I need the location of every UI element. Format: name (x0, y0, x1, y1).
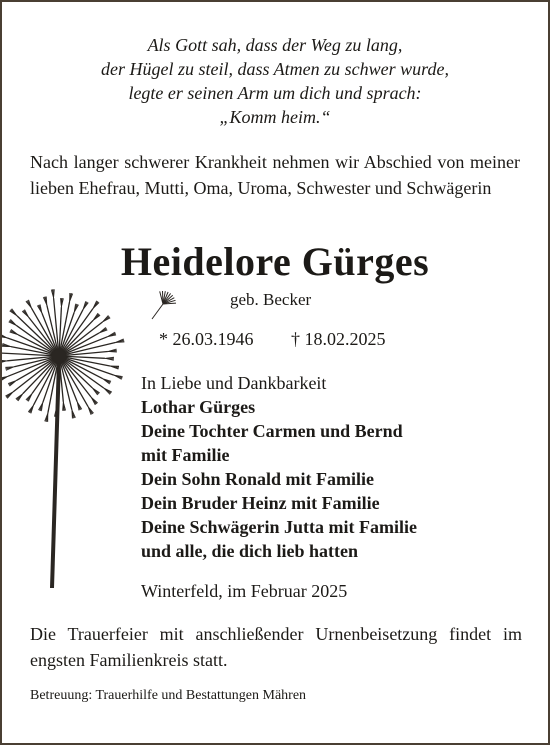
mourner-entry: mit Familie (141, 445, 230, 465)
dandelion-icon (2, 272, 132, 592)
deceased-name: Heidelore Gürges (120, 239, 430, 284)
place-date: Winterfeld, im Februar 2025 (141, 581, 348, 601)
birth-date: * 26.03.1946 (159, 329, 254, 349)
poem (2, 33, 548, 129)
poem-line: „Komm heim.“ (219, 107, 331, 127)
mourner-entry: Deine Tochter Carmen und Bernd (141, 421, 403, 441)
mourner-entry: und alle, die dich lieb hatten (141, 541, 359, 561)
mourner-entry: Dein Bruder Heinz mit Familie (141, 493, 380, 513)
poem-line: legte er seinen Arm um dich und sprach: (128, 83, 422, 103)
mourner-entry: Deine Schwägerin Jutta mit Familie (141, 517, 417, 537)
maiden-name: geb. Becker (230, 290, 312, 309)
care-note: Betreuung: Trauerhilfe und Bestattungen Mähren (30, 688, 307, 703)
dandelion-seed-icon (149, 288, 185, 322)
obituary-card (2, 2, 548, 743)
poem-line: Als Gott sah, dass der Weg zu lang, (147, 35, 403, 55)
mourner-entry: Lothar Gürges (141, 397, 256, 417)
mourner-entry: Dein Sohn Ronald mit Familie (141, 469, 375, 489)
death-date: † 18.02.2025 (291, 329, 386, 349)
poem-line: der Hügel zu steil, dass Atmen zu schwer wurde, (101, 59, 449, 79)
mourners-heading: In Liebe und Dankbarkeit (141, 373, 327, 393)
ceremony-note: Die Trauerfeier mit anschließender Urnenbeisetzung findet im engsten Familienkreis statt. (30, 624, 522, 670)
intro-text: Nach langer schwerer Krankheit nehmen wir Abschied von meiner lieben Ehefrau, Mutti, Oma, Uroma, Schwester und Schwägerin (30, 152, 520, 198)
mourners-list (141, 371, 417, 563)
